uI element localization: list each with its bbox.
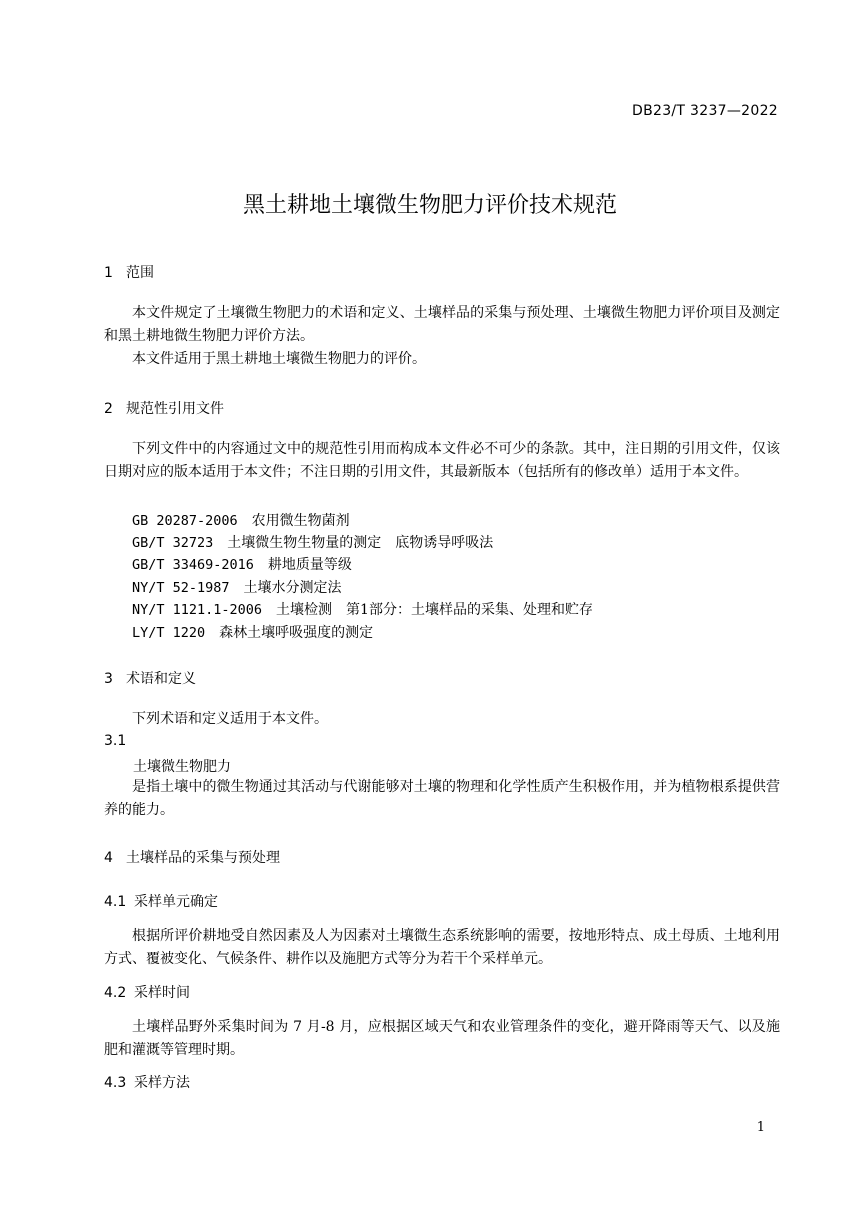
section-4-2-heading [104,982,190,1002]
paragraph: 土壤样品野外采集时间为 7 月-8 月，应根据区域天气和农业管理条件的变化，避开降雨等天气、以及施肥和灌溉等管理时期。 [104,1019,780,1058]
reference-code: NY/T 1121.1-2006 [132,602,263,618]
section-number: 4 [104,850,113,866]
section-number: 3 [104,671,113,687]
reference-title: 农用微生物菌剂 [251,513,350,529]
section-1-heading [104,262,154,282]
paragraph: 下列术语和定义适用于本文件。 [132,711,328,727]
section-3-heading [104,668,196,688]
reference-title: 耕地质量等级 [267,557,352,573]
reference-title: 土壤水分测定法 [243,580,342,596]
reference-item [132,510,350,530]
section-number: 4.2 [104,985,127,1001]
section-number: 1 [104,265,113,281]
reference-item [132,622,373,642]
section-title: 采样方法 [134,1075,190,1091]
reference-code: GB 20287-2006 [132,513,238,529]
page-number: 1 [756,1120,765,1135]
reference-title: 土壤检测 第1部分：土壤样品的采集、处理和贮存 [276,602,593,618]
section-number: 4.1 [104,894,127,910]
section-2-heading [104,398,224,418]
section-number: 2 [104,401,113,417]
reference-item [132,599,593,619]
reference-code: LY/T 1220 [132,625,206,641]
reference-title: 土壤微生物生物量的测定 底物诱导呼吸法 [227,535,494,551]
paragraph: 本文件规定了土壤微生物肥力的术语和定义、土壤样品的采集与预处理、土壤微生物肥力评价项目及测定和黑土耕地微生物肥力评价方法。 [104,305,780,344]
section-4-3-heading [104,1072,190,1092]
term-name: 土壤微生物肥力 [133,759,231,775]
term-definition: 是指土壤中的微生物通过其活动与代谢能够对土壤的物理和化学性质产生积极作用，并为植物根系提供营养的能力。 [104,779,780,818]
section-4-heading [104,847,280,867]
section-title: 土壤样品的采集与预处理 [126,850,280,866]
document-title: 黑土耕地土壤微生物肥力评价技术规范 [242,193,617,218]
section-4-1-heading [104,891,218,911]
section-title: 规范性引用文件 [126,401,224,417]
term-number: 3.1 [104,733,127,749]
paragraph: 下列文件中的内容通过文中的规范性引用而构成本文件必不可少的条款。其中，注日期的引用文件，仅该日期对应的版本适用于本文件；不注日期的引用文件，其最新版本（包括所有的修改单）适用于本文件。 [104,441,780,480]
document-id: DB23/T 3237—2022 [632,103,778,119]
section-title: 术语和定义 [126,671,196,687]
reference-item [132,577,342,597]
section-number: 4.3 [104,1075,127,1091]
reference-code: NY/T 52-1987 [132,580,230,596]
section-title: 采样单元确定 [134,894,218,910]
reference-title: 森林土壤呼吸强度的测定 [219,625,374,641]
section-title: 采样时间 [134,985,190,1001]
reference-code: GB/T 32723 [132,535,214,551]
paragraph: 根据所评价耕地受自然因素及人为因素对土壤微生态系统影响的需要，按地形特点、成土母质、土地利用方式、覆被变化、气候条件、耕作以及施肥方式等分为若干个采样单元。 [104,928,780,967]
paragraph: 本文件适用于黑土耕地土壤微生物肥力的评价。 [132,351,426,367]
reference-item [132,532,493,552]
reference-item [132,554,352,574]
section-title: 范围 [126,265,154,281]
reference-code: GB/T 33469-2016 [132,557,254,573]
